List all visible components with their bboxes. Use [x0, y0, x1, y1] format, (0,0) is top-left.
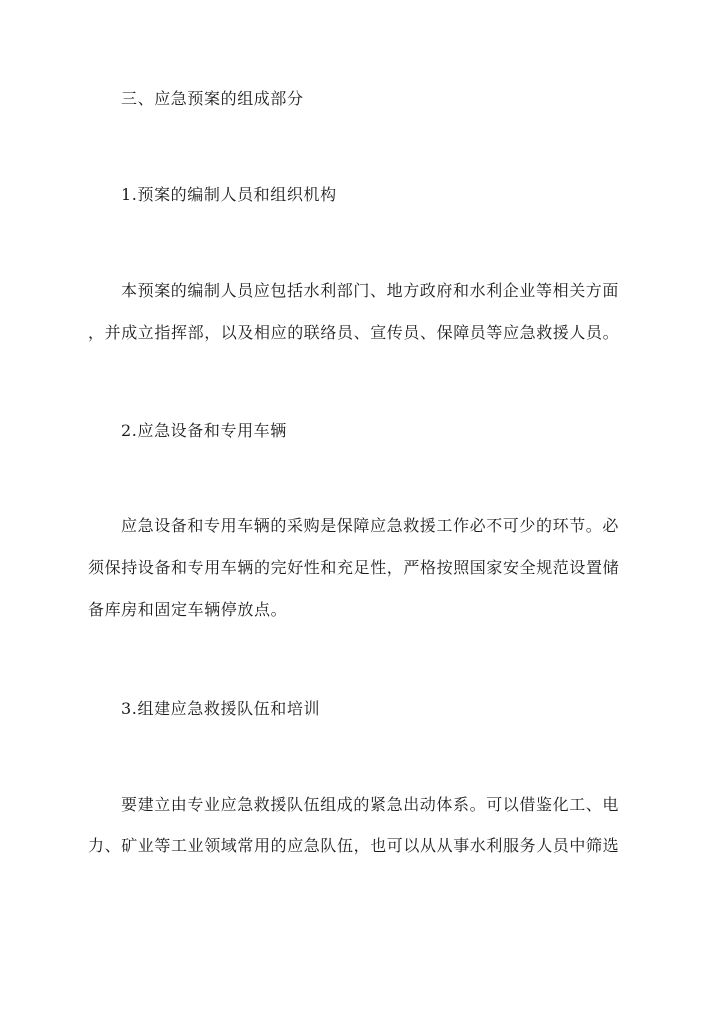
paragraph-3-line-2: 力、矿业等工业领域常用的应急队伍，也可以从从事水利服务人员中筛选	[88, 836, 620, 855]
paragraph-2-line-2: 须保持设备和专用车辆的完好性和充足性，严格按照国家安全规范设置储	[88, 558, 620, 577]
section-title: 三、应急预案的组成部分	[121, 89, 304, 108]
paragraph-2-line-3: 备库房和固定车辆停放点。	[88, 600, 288, 619]
subsection-heading-2: 2.应急设备和专用车辆	[121, 421, 287, 440]
subsection-heading-3: 3.组建应急救援队伍和培训	[121, 699, 321, 718]
paragraph-1-line-2: ，并成立指挥部，以及相应的联络员、宣传员、保障员等应急救援人员。	[88, 323, 620, 342]
subsection-heading-1: 1.预案的编制人员和组织机构	[121, 185, 337, 204]
paragraph-2-line-1: 应急设备和专用车辆的采购是保障应急救援工作必不可少的环节。必	[121, 516, 620, 535]
paragraph-1-line-1: 本预案的编制人员应包括水利部门、地方政府和水利企业等相关方面	[121, 281, 620, 300]
paragraph-3-line-1: 要建立由专业应急救援队伍组成的紧急出动体系。可以借鉴化工、电	[121, 795, 620, 814]
